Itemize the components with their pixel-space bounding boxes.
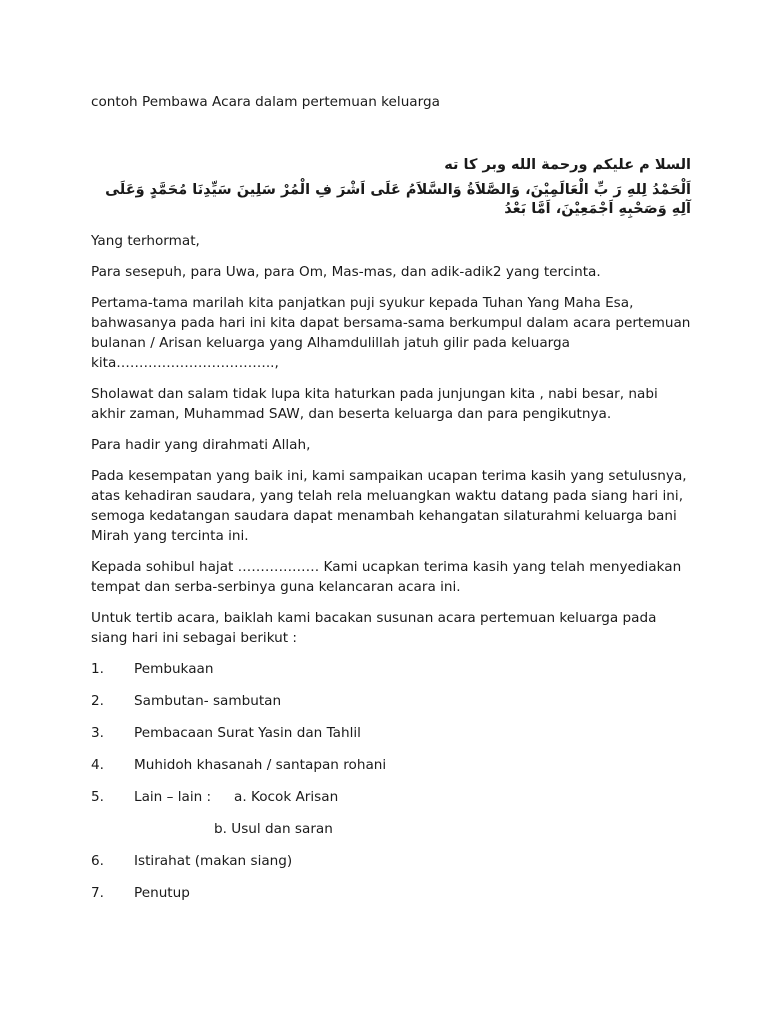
- agenda-list: [91, 659, 691, 915]
- agenda-item-text: Pembacaan Surat Yasin dan Tahlil: [134, 725, 361, 741]
- agenda-subitem-row: [91, 819, 691, 851]
- paragraph-agenda-intro: Untuk tertib acara, baiklah kami bacakan susunan acara pertemuan keluarga pada siang hari ini sebagai berikut :: [91, 610, 657, 646]
- agenda-item: [91, 723, 691, 755]
- document-body: [91, 92, 691, 915]
- agenda-item-text: Sambutan- sambutan: [134, 693, 282, 709]
- arabic-greeting: السلا م عليكم ورحمة الله وبر كا ته: [444, 157, 691, 173]
- paragraph-thanks-host: Kepada sohibul hajat ……………… Kami ucapkan terima kasih yang telah menyediakan tempat dan serba-serbinya guna kelancaran acara ini.: [91, 559, 682, 595]
- agenda-item-text: Penutup: [134, 885, 190, 901]
- agenda-item-number: 6.: [91, 853, 104, 869]
- agenda-item: [91, 787, 691, 819]
- agenda-item: [91, 883, 691, 915]
- agenda-item-number: 1.: [91, 661, 104, 677]
- agenda-item: [91, 851, 691, 883]
- salutation: Yang terhormat,: [91, 233, 200, 249]
- paragraph-thanks-attendance: Pada kesempatan yang baik ini, kami sampaikan ucapan terima kasih yang setulusnya, atas kehadiran saudara, yang telah rela meluangkan waktu datang pada siang hari ini, semoga kedatangan saudara dapat menambah kehangatan silaturahmi keluarga bani Mirah yang tercinta ini.: [91, 468, 687, 544]
- paragraph-sholawat: Sholawat dan salam tidak lupa kita haturkan pada junjungan kita , nabi besar, nabi akhir zaman, Muhammad SAW, dan beserta keluarga dan para pengikutnya.: [91, 386, 658, 422]
- agenda-item-number: 2.: [91, 693, 104, 709]
- agenda-item-text: Lain – lain :: [134, 789, 212, 805]
- agenda-item-text: Pembukaan: [134, 661, 214, 677]
- agenda-item: [91, 659, 691, 691]
- paragraph-address-guests: Para hadir yang dirahmati Allah,: [91, 437, 311, 453]
- paragraph-gratitude: Pertama-tama marilah kita panjatkan puji syukur kepada Tuhan Yang Maha Esa, bahwasanya pada hari ini kita dapat bersama-sama berkumpul dalam acara pertemuan bulanan / Arisan keluarga yang Alhamdulillah jatuh gilir pada keluarga kita……………………………..,: [91, 295, 691, 371]
- audience-address: Para sesepuh, para Uwa, para Om, Mas-mas, dan adik-adik2 yang tercinta.: [91, 264, 601, 280]
- agenda-item-number: 7.: [91, 885, 104, 901]
- agenda-item-text: Istirahat (makan siang): [134, 853, 293, 869]
- agenda-item: [91, 755, 691, 787]
- arabic-opening-prayer: اَلْحَمْدُ لِلهِ رَ بِّ الْعَالَمِيْنَ، وَالصَّلاَةُ وَالسَّلاَمُ عَلَى اَشْرَ فِ الْمُرْ سَلِينَ سَيِّدِنَا مُحَمَّدٍ وَعَلَى آلِهِ وَصَحْبِهِ اَجْمَعِيْنَ، اَمَّا بَعْدُ: [105, 182, 691, 217]
- agenda-item-number: 4.: [91, 757, 104, 773]
- agenda-subitem-b: b. Usul dan saran: [214, 821, 333, 837]
- agenda-item-text: Muhidoh khasanah / santapan rohani: [134, 757, 387, 773]
- agenda-item-number: 3.: [91, 725, 104, 741]
- document-title: contoh Pembawa Acara dalam pertemuan keluarga: [91, 94, 440, 110]
- agenda-item-number: 5.: [91, 789, 104, 805]
- agenda-subitem-a: a. Kocok Arisan: [234, 789, 339, 805]
- agenda-item: [91, 691, 691, 723]
